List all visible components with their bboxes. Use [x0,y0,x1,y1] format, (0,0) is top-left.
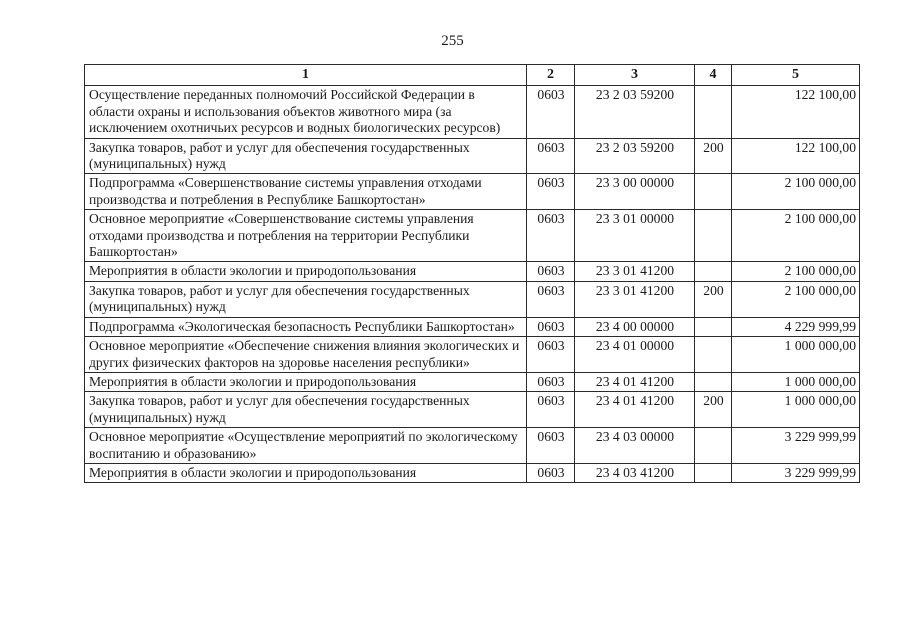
table-row [85,174,860,210]
row-section: 0603 [527,337,575,373]
row-code: 23 3 01 41200 [575,281,695,317]
row-code: 23 3 01 00000 [575,210,695,262]
row-code: 23 3 00 00000 [575,174,695,210]
row-section: 0603 [527,262,575,281]
header-code: 3 [575,65,695,86]
row-name: Осуществление переданных полномочий Российской Федерации в области охраны и использования объектов животного мира (за исключением охотничьих ресурсов и водных биологических ресурсов) [85,86,527,138]
row-code: 23 4 00 00000 [575,317,695,336]
row-section: 0603 [527,463,575,482]
table-row [85,210,860,262]
row-type [695,372,732,391]
table-row [85,428,860,464]
row-section: 0603 [527,281,575,317]
row-type [695,262,732,281]
row-name: Мероприятия в области экологии и природопользования [85,372,527,391]
row-sum: 1 000 000,00 [732,372,860,391]
table-row [85,281,860,317]
row-type [695,337,732,373]
row-type [695,86,732,138]
row-code: 23 4 01 41200 [575,392,695,428]
row-type [695,317,732,336]
row-code: 23 2 03 59200 [575,138,695,174]
row-sum: 2 100 000,00 [732,174,860,210]
row-type [695,463,732,482]
row-type: 200 [695,392,732,428]
row-sum: 1 000 000,00 [732,337,860,373]
table-row [85,317,860,336]
row-section: 0603 [527,86,575,138]
row-name: Закупка товаров, работ и услуг для обеспечения государственных (муниципальных) нужд [85,138,527,174]
row-section: 0603 [527,372,575,391]
row-name: Основное мероприятие «Осуществление мероприятий по экологическому воспитанию и образованию» [85,428,527,464]
row-section: 0603 [527,392,575,428]
row-section: 0603 [527,210,575,262]
row-name: Подпрограмма «Совершенствование системы управления отходами производства и потребления в Республике Башкортостан» [85,174,527,210]
row-section: 0603 [527,174,575,210]
header-name: 1 [85,65,527,86]
row-type [695,210,732,262]
header-row [85,65,860,86]
row-sum: 4 229 999,99 [732,317,860,336]
row-code: 23 4 01 41200 [575,372,695,391]
row-code: 23 2 03 59200 [575,86,695,138]
row-sum: 122 100,00 [732,86,860,138]
header-section: 2 [527,65,575,86]
row-type: 200 [695,138,732,174]
table-row [85,138,860,174]
row-sum: 2 100 000,00 [732,210,860,262]
table-row [85,463,860,482]
row-sum: 3 229 999,99 [732,463,860,482]
row-type: 200 [695,281,732,317]
row-sum: 3 229 999,99 [732,428,860,464]
table-row [85,86,860,138]
row-name: Закупка товаров, работ и услуг для обеспечения государственных (муниципальных) нужд [85,392,527,428]
row-code: 23 4 03 41200 [575,463,695,482]
row-name: Закупка товаров, работ и услуг для обеспечения государственных (муниципальных) нужд [85,281,527,317]
row-type [695,174,732,210]
header-sum: 5 [732,65,860,86]
table-row [85,372,860,391]
row-code: 23 4 03 00000 [575,428,695,464]
row-section: 0603 [527,428,575,464]
row-type [695,428,732,464]
table-row [85,262,860,281]
row-section: 0603 [527,138,575,174]
row-name: Подпрограмма «Экологическая безопасность Республики Башкортостан» [85,317,527,336]
row-name: Мероприятия в области экологии и природопользования [85,262,527,281]
row-sum: 2 100 000,00 [732,262,860,281]
table-row [85,392,860,428]
row-sum: 122 100,00 [732,138,860,174]
page-number: 255 [441,33,464,49]
row-code: 23 4 01 00000 [575,337,695,373]
row-sum: 1 000 000,00 [732,392,860,428]
row-sum: 2 100 000,00 [732,281,860,317]
row-name: Основное мероприятие «Обеспечение снижения влияния экологических и других физических факторов на здоровье населения республики» [85,337,527,373]
row-name: Основное мероприятие «Совершенствование системы управления отходами производства и потребления на территории Республики Башкортостан» [85,210,527,262]
row-code: 23 3 01 41200 [575,262,695,281]
table-row [85,337,860,373]
row-name: Мероприятия в области экологии и природопользования [85,463,527,482]
row-section: 0603 [527,317,575,336]
header-type: 4 [695,65,732,86]
budget-table [84,64,860,483]
